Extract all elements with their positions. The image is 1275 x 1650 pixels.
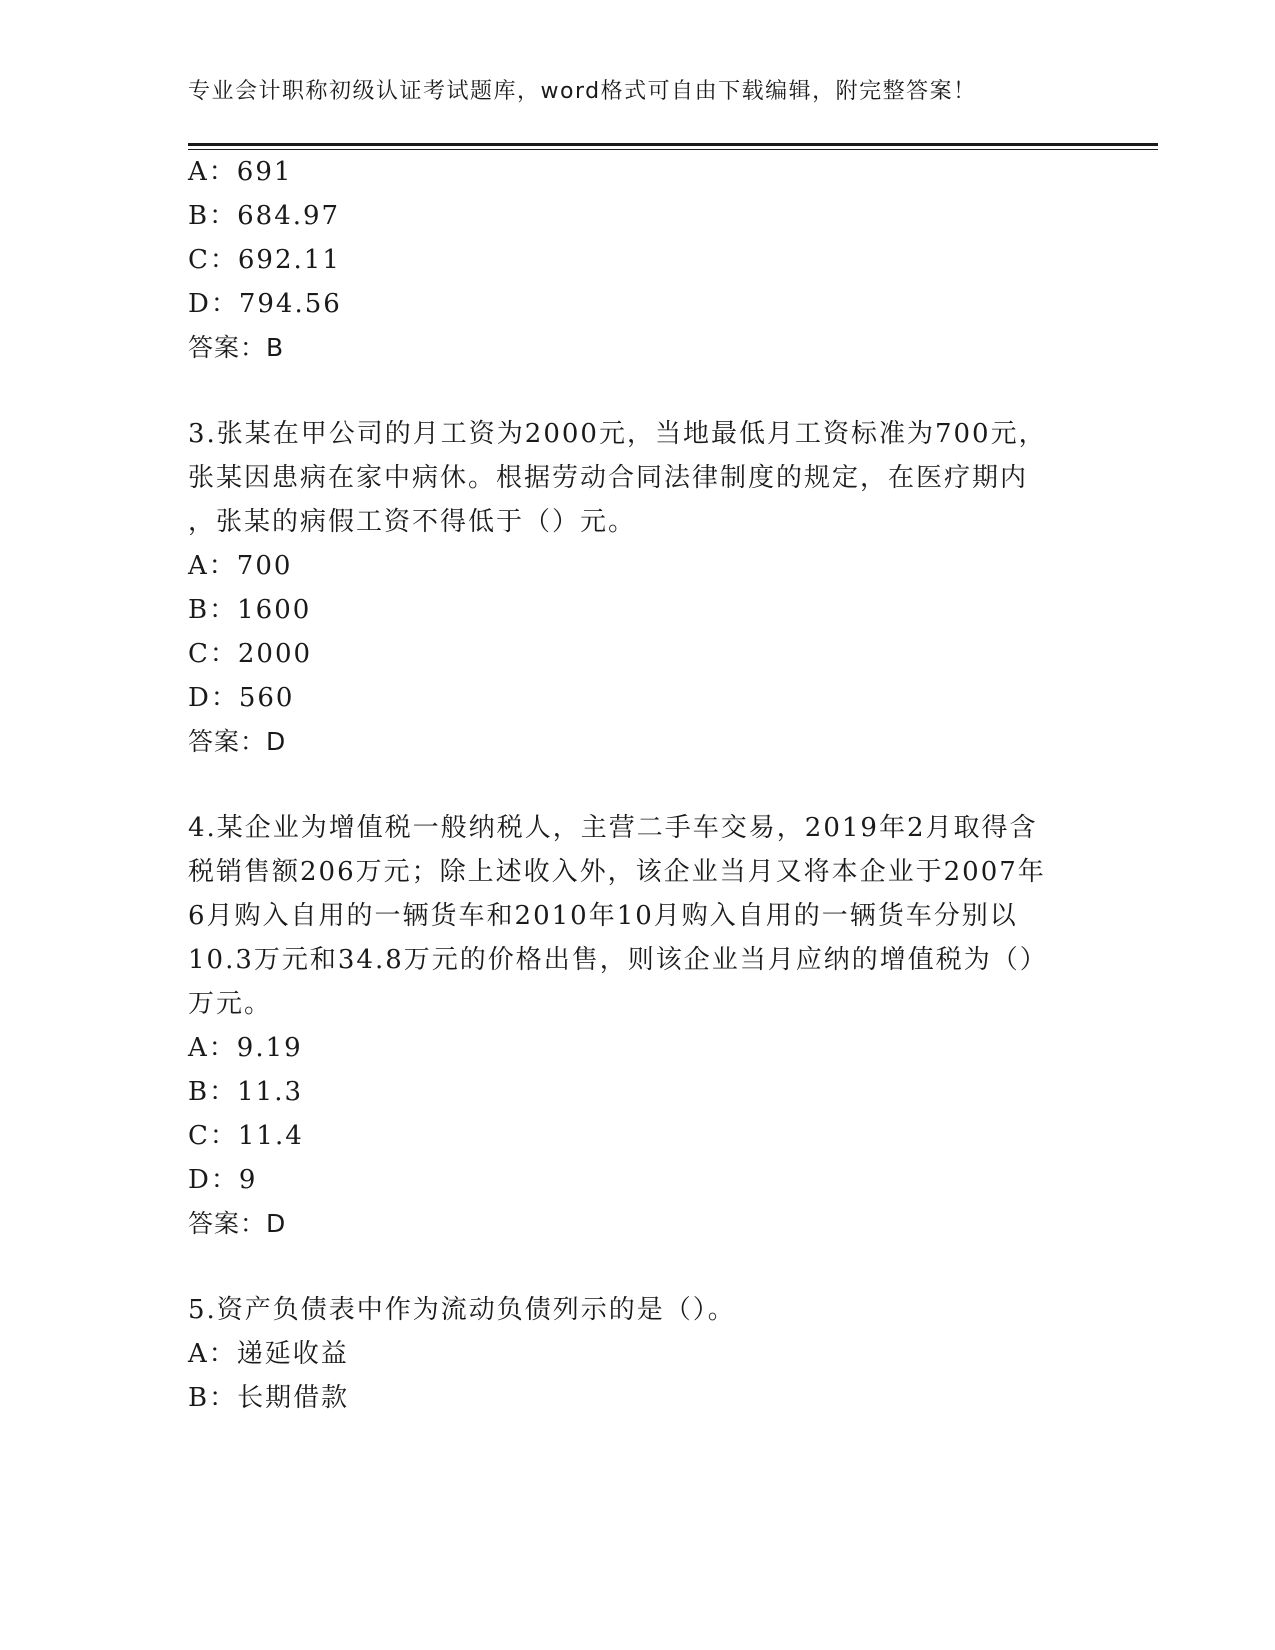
q4-option-d: D：9 — [188, 1165, 258, 1195]
q2-option-a: A：691 — [188, 157, 293, 187]
header-rule-thick — [188, 143, 1158, 146]
q3-option-b: B：1600 — [188, 595, 312, 625]
q3-option-a: A：700 — [188, 551, 293, 581]
q4-option-c: C：11.4 — [188, 1121, 304, 1151]
q3-option-c: C：2000 — [188, 639, 313, 669]
q4-stem-line-5: 万元。 — [188, 989, 273, 1019]
q2-answer: 答案：B — [188, 333, 285, 362]
q4-stem-line-2: 税销售额206万元；除上述收入外，该企业当月又将本企业于2007年 — [188, 857, 1046, 887]
q3-stem-line-1: 3.张某在甲公司的月工资为2000元，当地最低月工资标准为700元， — [188, 419, 1047, 449]
q2-option-c: C：692.11 — [188, 245, 341, 275]
page-header: 专业会计职称初级认证考试题库，word格式可自由下载编辑，附完整答案！ — [188, 79, 977, 104]
header-rule-thin — [188, 149, 1158, 150]
q4-answer: 答案：D — [188, 1209, 287, 1238]
q4-stem-line-4: 10.3万元和34.8万元的价格出售，则该企业当月应纳的增值税为（） — [188, 945, 1048, 975]
q5-option-b: B：长期借款 — [188, 1383, 350, 1413]
q2-option-b: B：684.97 — [188, 201, 341, 231]
q5-option-a: A：递延收益 — [188, 1339, 349, 1369]
q3-option-d: D：560 — [188, 683, 295, 713]
q4-stem-line-3: 6月购入自用的一辆货车和2010年10月购入自用的一辆货车分别以 — [188, 901, 1018, 931]
q5-stem-line-1: 5.资产负债表中作为流动负债列示的是（）。 — [188, 1295, 736, 1325]
q4-option-b: B：11.3 — [188, 1077, 303, 1107]
q4-option-a: A：9.19 — [188, 1033, 303, 1063]
q3-stem-line-3: ，张某的病假工资不得低于（）元。 — [188, 507, 637, 537]
q2-option-d: D：794.56 — [188, 289, 342, 319]
q3-answer: 答案：D — [188, 727, 287, 756]
q4-stem-line-1: 4.某企业为增值税一般纳税人，主营二手车交易，2019年2月取得含 — [188, 813, 1038, 843]
q3-stem-line-2: 张某因患病在家中病休。根据劳动合同法律制度的规定，在医疗期内 — [188, 463, 1029, 493]
